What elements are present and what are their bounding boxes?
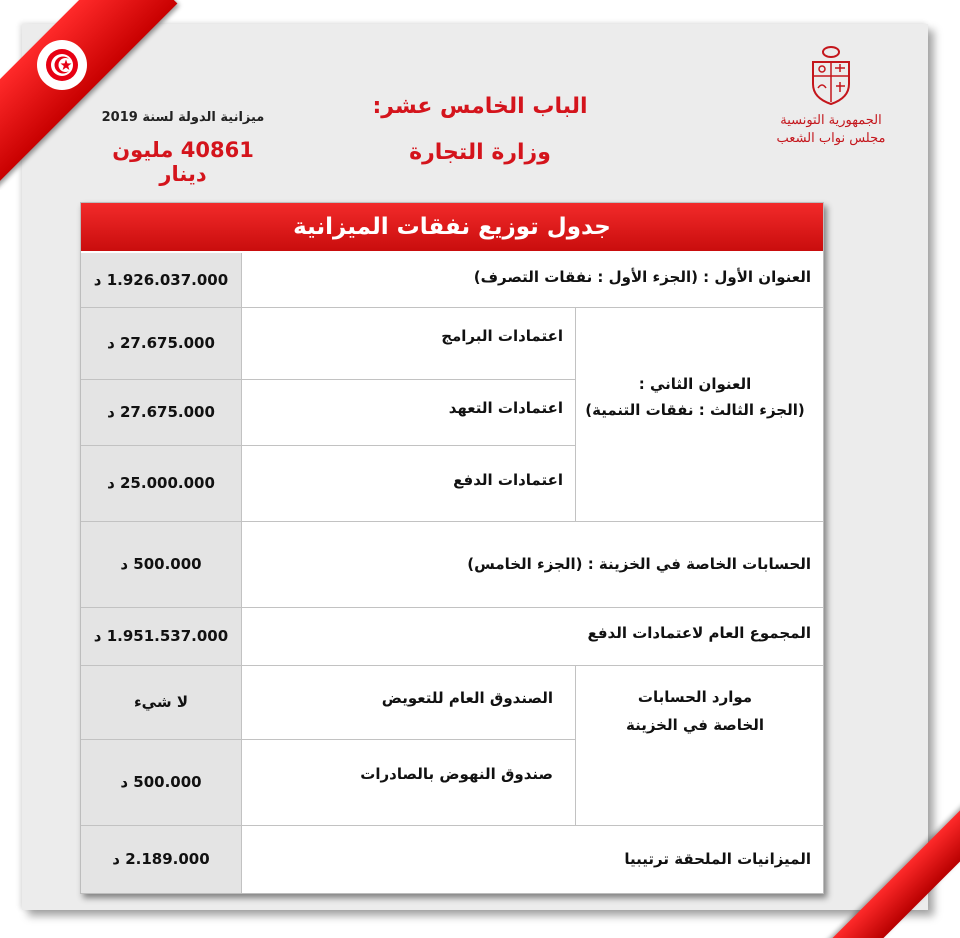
- amount-value: لا شيء: [134, 693, 188, 711]
- group-label-line: (الجزء الثالث : نفقات التنمية): [585, 401, 805, 419]
- amount-cell: [81, 665, 241, 739]
- amount-cell: [81, 739, 241, 825]
- row-label: الميزانيات الملحقة ترتيبيا: [624, 850, 811, 868]
- row-divider: [81, 521, 823, 522]
- table-title: جدول توزيع نفقات الميزانية: [81, 203, 823, 251]
- group-label-line: موارد الحسابات: [637, 688, 753, 706]
- ministry-title: وزارة التجارة: [409, 140, 551, 165]
- amount-cell: [81, 307, 241, 379]
- row-label: المجموع العام لاعتمادات الدفع: [587, 624, 811, 642]
- tunisia-flag-icon: [37, 40, 87, 90]
- row-label: الصندوق العام للتعويض: [381, 689, 553, 707]
- amount-value: 1.951.537.000 د: [93, 627, 229, 645]
- amount-cell: [81, 521, 241, 607]
- row-label: اعتمادات البرامج: [441, 327, 563, 345]
- amount-value: 27.675.000 د: [107, 334, 215, 352]
- column-divider: [575, 307, 576, 521]
- amount-value: 1.926.037.000 د: [93, 271, 229, 289]
- row-divider: [81, 739, 575, 740]
- amount-value: 27.675.000 د: [107, 403, 215, 421]
- row-divider: [81, 307, 823, 308]
- column-divider: [241, 253, 242, 893]
- amount-cell: [81, 379, 241, 445]
- group-label-development: [577, 371, 813, 423]
- amount-value: 25.000.000 د: [107, 474, 215, 492]
- row-label: الحسابات الخاصة في الخزينة : (الجزء الخامس): [467, 555, 811, 573]
- budget-amount: 40861 مليون دينار: [112, 138, 254, 186]
- emblem-line-2: مجلس نواب الشعب: [776, 131, 886, 146]
- amount-cell: [81, 445, 241, 521]
- parliament-emblem: [776, 44, 886, 148]
- amount-cell: [81, 607, 241, 665]
- amount-value: 500.000 د: [120, 555, 202, 573]
- amount-cell: [81, 253, 241, 307]
- budget-table: [80, 202, 824, 894]
- amount-value: 2.189.000 د: [112, 850, 210, 868]
- row-divider: [81, 607, 823, 608]
- row-label: اعتمادات الدفع: [453, 471, 563, 489]
- budget-label: ميزانية الدولة لسنة 2019: [101, 110, 265, 125]
- group-label-line: العنوان الثاني :: [638, 375, 752, 393]
- chapter-title: الباب الخامس عشر:: [372, 94, 588, 119]
- row-divider: [81, 445, 575, 446]
- tunisia-coat-of-arms-icon: [805, 44, 857, 108]
- row-divider: [81, 825, 823, 826]
- row-label: صندوق النهوض بالصادرات: [360, 765, 553, 783]
- row-label: اعتمادات التعهد: [448, 399, 563, 417]
- column-divider: [575, 665, 576, 825]
- amount-cell: [81, 825, 241, 893]
- emblem-line-1: الجمهورية التونسية: [780, 113, 882, 128]
- row-divider: [81, 379, 575, 380]
- amount-value: 500.000 د: [120, 773, 202, 791]
- group-label-line: الخاصة في الخزينة: [625, 716, 765, 734]
- group-label-treasury: [577, 683, 813, 739]
- row-label: العنوان الأول : (الجزء الأول : نفقات التصرف): [473, 268, 811, 286]
- row-divider: [81, 665, 823, 666]
